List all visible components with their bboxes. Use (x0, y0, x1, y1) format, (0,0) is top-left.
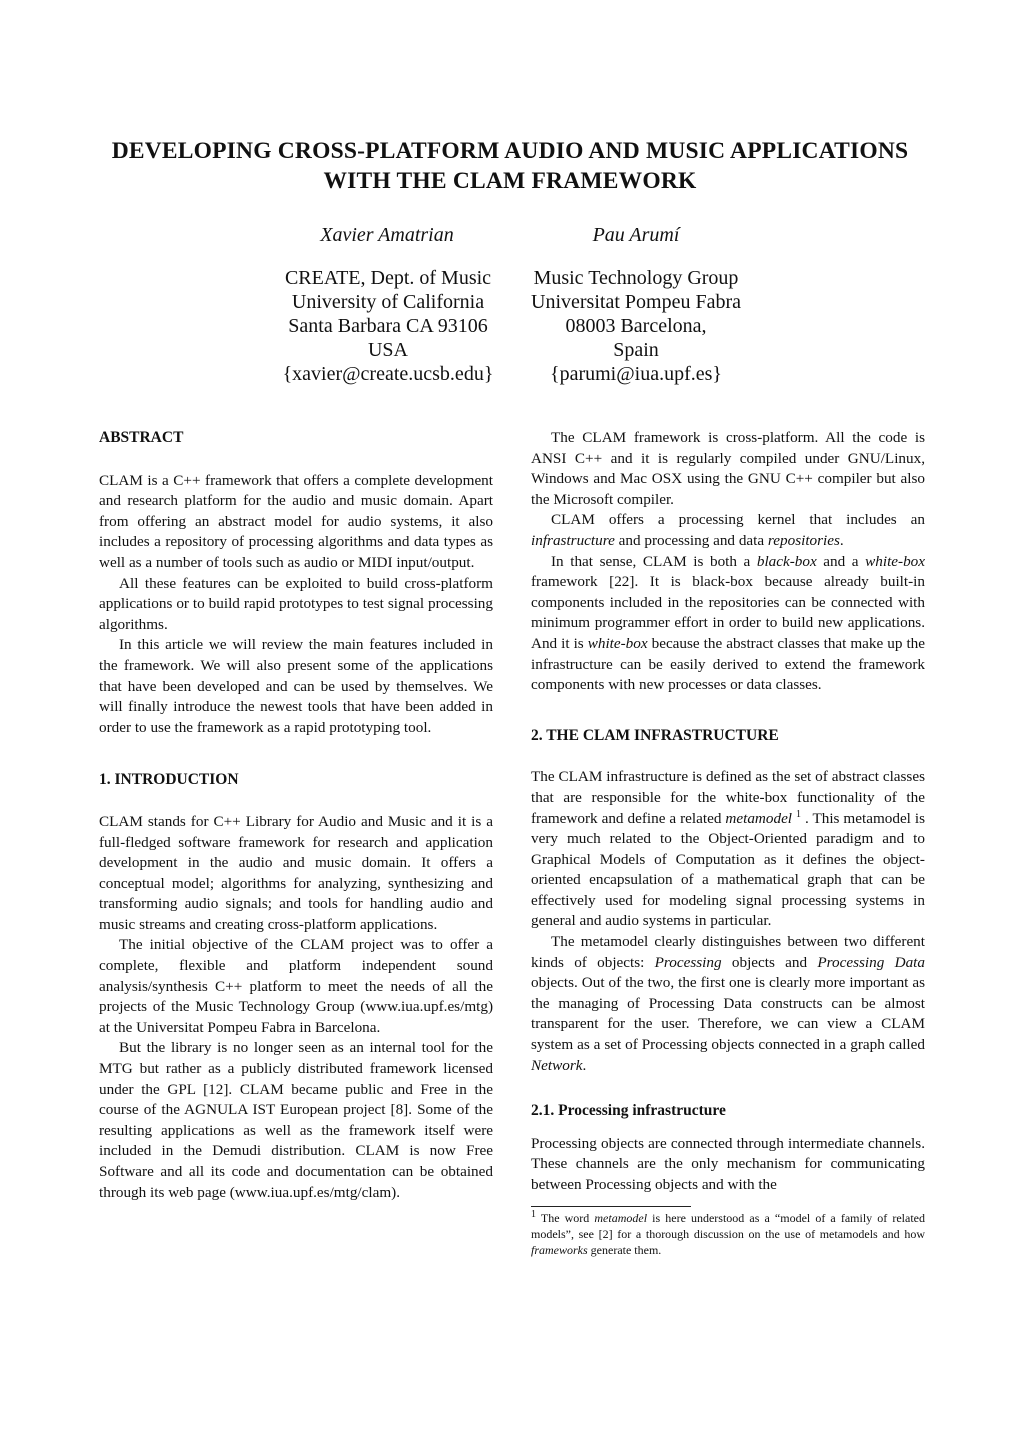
body-paragraph: Processing objects are connected through intermediate channels. These channels are the only mechanism for communicating between Processing objects and with the (531, 1134, 925, 1193)
body-paragraph: But the library is no longer seen as an internal tool for the MTG but rather as a publicly distributed framework licensed under the GPL [12]. CLAM became public and Free in the course of the AGNULA IST European project [8]. Some of the resulting applications as well as the framework itself were included in the Demudi distribution. CLAM is now Free Software and all its code and documentation can be obtained through its web page (www.iua.upf.es/mtg/clam). (99, 1039, 493, 1201)
affiliation-line: CREATE, Dept. of Music (284, 267, 492, 289)
text-run: objects. Out of the two, the first one is clearly more important as the managing of Processing Data constructs can be almost transparent for the user. Therefore, we can view a CLAM system as a set of Processing objects connected in a graph called (531, 974, 925, 1054)
affiliation-line: 08003 Barcelona, (565, 315, 707, 337)
affiliation-line: Spain (613, 339, 659, 361)
emphasis: frameworks (531, 1242, 588, 1257)
title-line-2: WITH THE CLAM FRAMEWORK (323, 168, 697, 194)
body-paragraph (531, 552, 925, 696)
text-run: The word (536, 1210, 595, 1225)
subsection-heading-processing: 2.1. Processing infrastructure (531, 1102, 726, 1120)
emphasis: metamodel (725, 809, 793, 827)
body-paragraph (531, 510, 925, 551)
abstract-heading: ABSTRACT (99, 429, 184, 446)
left-column (99, 428, 493, 1203)
emphasis: Processing Data (817, 953, 925, 971)
title-line-1: DEVELOPING CROSS-PLATFORM AUDIO AND MUSIC APPLICATIONS (111, 138, 909, 164)
text-run: framework [22]. It is black-box because already built-in components included in the repositories can be connected with minimum programmer effort in order to build new applications. And it is (531, 573, 925, 652)
text-run: is here understood as a “model of a family of related models”, see [2] for a thorough discussion on the use of metamodels and how (531, 1210, 925, 1241)
footnote (531, 1210, 925, 1258)
text-run: objects and (721, 953, 818, 971)
text-run: The metamodel clearly distinguishes between two different kinds of objects: (531, 933, 925, 971)
abstract-paragraph: CLAM is a C++ framework that offers a complete development and research platform for the audio and music domain. Apart from offering an abstract model for audio systems, it also includes a repository of processing algorithms and data types as well as a number of tools such as audio or MIDI input/output. (99, 471, 493, 571)
section-heading-introduction: 1. INTRODUCTION (99, 771, 239, 789)
author-name-2: Pau Arumí (592, 224, 680, 246)
body-paragraph (531, 767, 925, 932)
emphasis: infrastructure (531, 531, 615, 549)
body-paragraph: The CLAM framework is cross-platform. All the code is ANSI C++ and it is regularly compiled under GNU/Linux, Windows and Mac OSX using the GNU C++ compiler but also the Microsoft compiler. (531, 429, 925, 508)
author-email[interactable]: {xavier@create.ucsb.edu} (282, 363, 494, 385)
footnote-marker[interactable]: 1 (796, 808, 801, 820)
emphasis: Processing (654, 953, 722, 971)
text-run: . (582, 1056, 587, 1074)
abstract-paragraph: All these features can be exploited to build cross-platform applications or to build rapid prototypes to test signal processing algorithms. (99, 574, 493, 633)
affiliation-line: Universitat Pompeu Fabra (531, 291, 741, 313)
author-email[interactable]: {parumi@iua.upf.es} (549, 363, 723, 385)
paper-title (60, 136, 960, 196)
text-run: In that sense, CLAM is both a (551, 552, 757, 570)
emphasis: white-box (865, 552, 926, 570)
affiliation-line: USA (367, 339, 408, 361)
section-heading-infrastructure: 2. THE CLAM INFRASTRUCTURE (531, 726, 779, 744)
text-run: CLAM offers a processing kernel that includes an (551, 511, 925, 529)
text-run: and a (816, 552, 866, 570)
text-run: because the abstract classes that make up the infrastructure can be easily derived to extend the framework components with new processes or data classes. (531, 634, 925, 694)
abstract-paragraph: In this article we will review the main features included in the framework. We will also present some of the applications that have been developed and can be used by themselves. We will finally introduce the newest tools that have been added in order to use the framework as a rapid prototyping tool. (99, 636, 493, 736)
emphasis: black-box (756, 552, 817, 570)
text-run: generate them. (587, 1242, 662, 1257)
affiliation-line: Santa Barbara CA 93106 (288, 315, 488, 337)
author-affiliation-2 (476, 266, 796, 386)
body-paragraph: The initial objective of the CLAM project was to offer a complete, flexible and platform independent sound analysis/synthesis C++ platform to meet the needs of all the projects of the Music Technology Group (www.iua.upf.es/mtg) at the Universitat Pompeu Fabra in Barcelona. (99, 936, 493, 1036)
author-name-1: Xavier Amatrian (320, 224, 454, 246)
emphasis: repositories (767, 531, 840, 549)
body-paragraph: CLAM stands for C++ Library for Audio and Music and it is a full-fledged software framework for research and application development in the audio and music domain. It offers a conceptual model; algorithms for analyzing, synthesizing and transforming audio signals; and tools for handling audio and music streams and creating cross-platform applications. (99, 812, 493, 933)
body-paragraph (531, 932, 925, 1076)
text-run: and processing and data (614, 531, 768, 549)
right-column (531, 428, 925, 1258)
footnote-mark: 1 (531, 1208, 536, 1220)
affiliation-line: Music Technology Group (533, 267, 739, 289)
emphasis: Network (531, 1056, 583, 1074)
text-run: The CLAM infrastructure is defined as the set of abstract classes that are responsible for the white-box functionality of the framework and define a related (531, 768, 925, 827)
affiliation-line: University of California (291, 291, 485, 313)
text-run: . (839, 531, 844, 549)
emphasis: metamodel (594, 1210, 648, 1225)
text-run: . This metamodel is very much related to the Object-Oriented paradigm and to Graphical Models of Computation as it defines the object-oriented encapsulation of a mathematical graph that can be effectively used for modeling signal processing systems in general and audio systems in particular. (531, 809, 925, 930)
emphasis: white-box (587, 634, 648, 652)
